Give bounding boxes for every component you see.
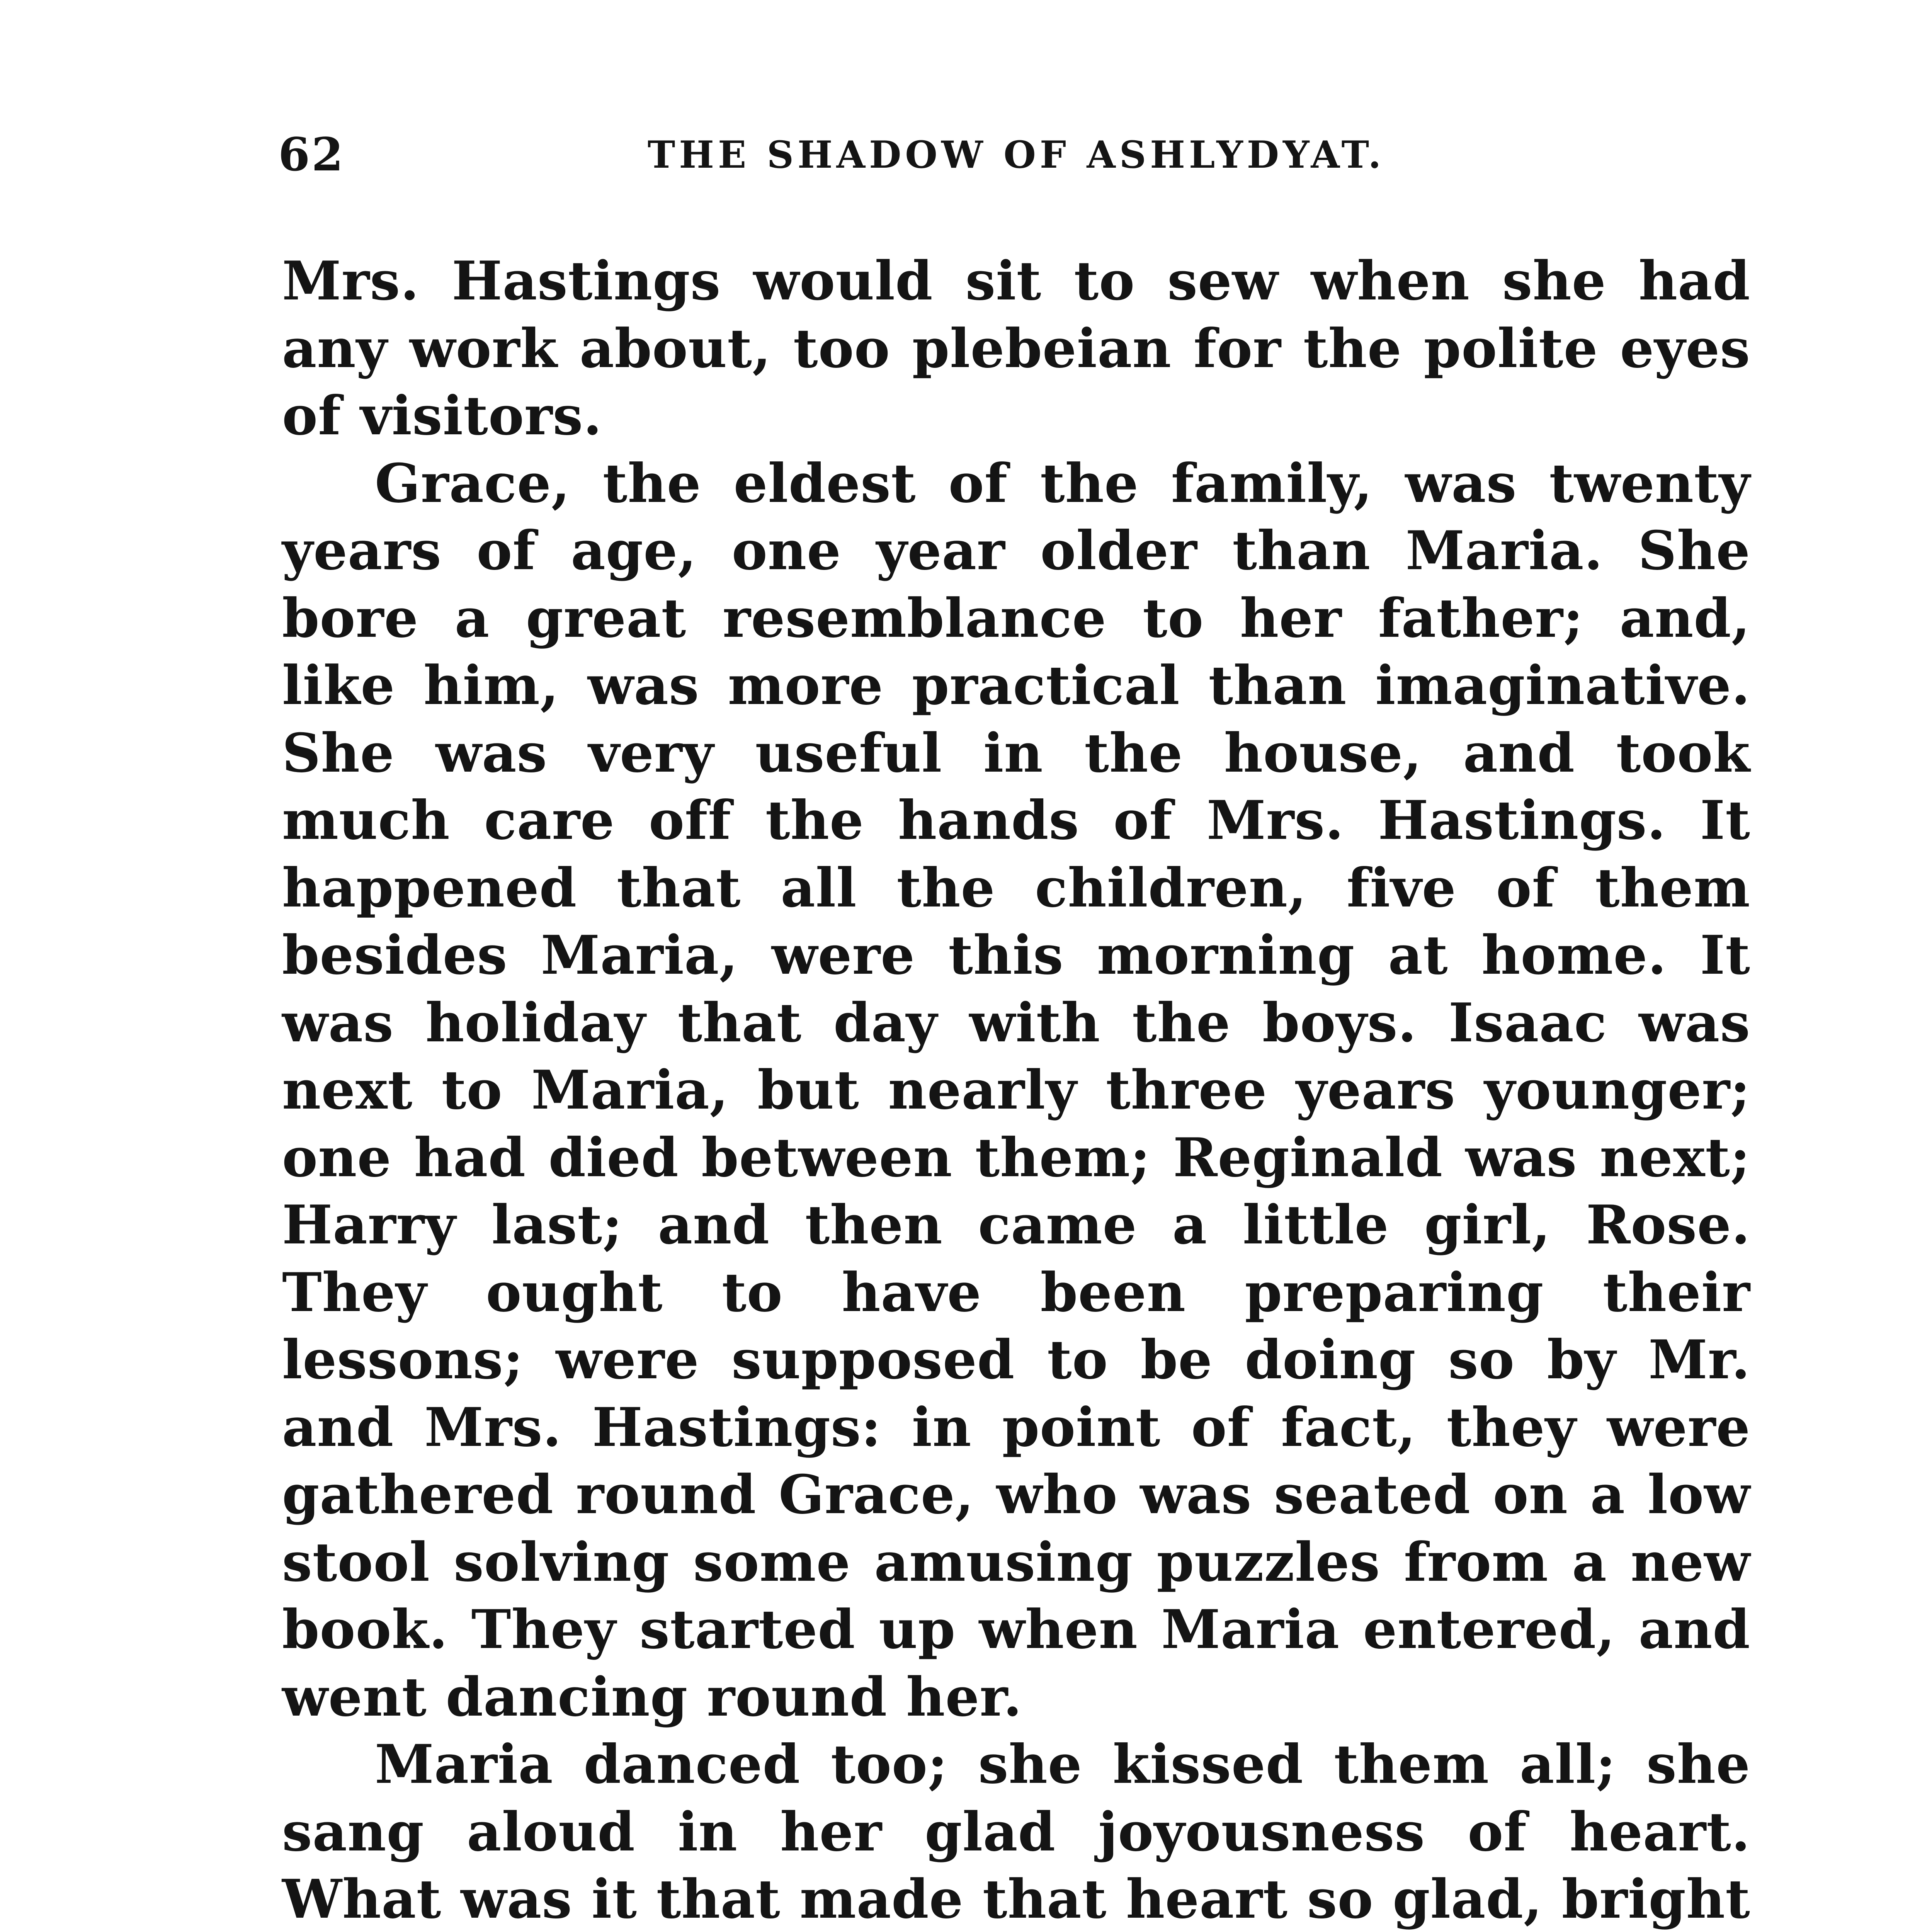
paragraph-2 [282, 450, 1750, 1731]
running-head [278, 128, 1754, 189]
page-number: 62 [278, 128, 345, 181]
body-text [282, 247, 1750, 1932]
paragraph-1 [282, 247, 1750, 450]
text-run: Maria danced too; she kissed them all; she sang aloud in her glad joyousness of heart. What was it that made that heart so glad, bright [282, 1733, 1750, 1930]
paragraph-3 [282, 1731, 1750, 1932]
text-run: Grace, the eldest of the family, was twenty years of age, one year older than Maria. She bore a great resemblance to her father; and, like him, was more practical than imaginative. She was very useful in the house, and took much care off the hands of Mrs. Hastings. It happened that all the children, five of them besides Maria, were this morning at home. It was holiday that day with the boys. Isaac was next to Maria, but nearly three years younger; one had died between them; Reginald was next; Harry last; and then came a little girl, Rose. They ought to have been preparing their lessons; were supposed to be doing so by Mr. and Mrs. Hastings: in point of fact, they were gathered round Grace, who was seated on a low stool solving some amusing puzzles from a new book. They started up when Maria entered, and went dancing round her. [282, 451, 1750, 1728]
book-title: THE SHADOW OF ASHLYDYAT. [647, 133, 1385, 177]
text-run: Mrs. Hastings would sit to sew when she had any work about, too plebeian for the polite eyes of visitors. [282, 249, 1750, 447]
